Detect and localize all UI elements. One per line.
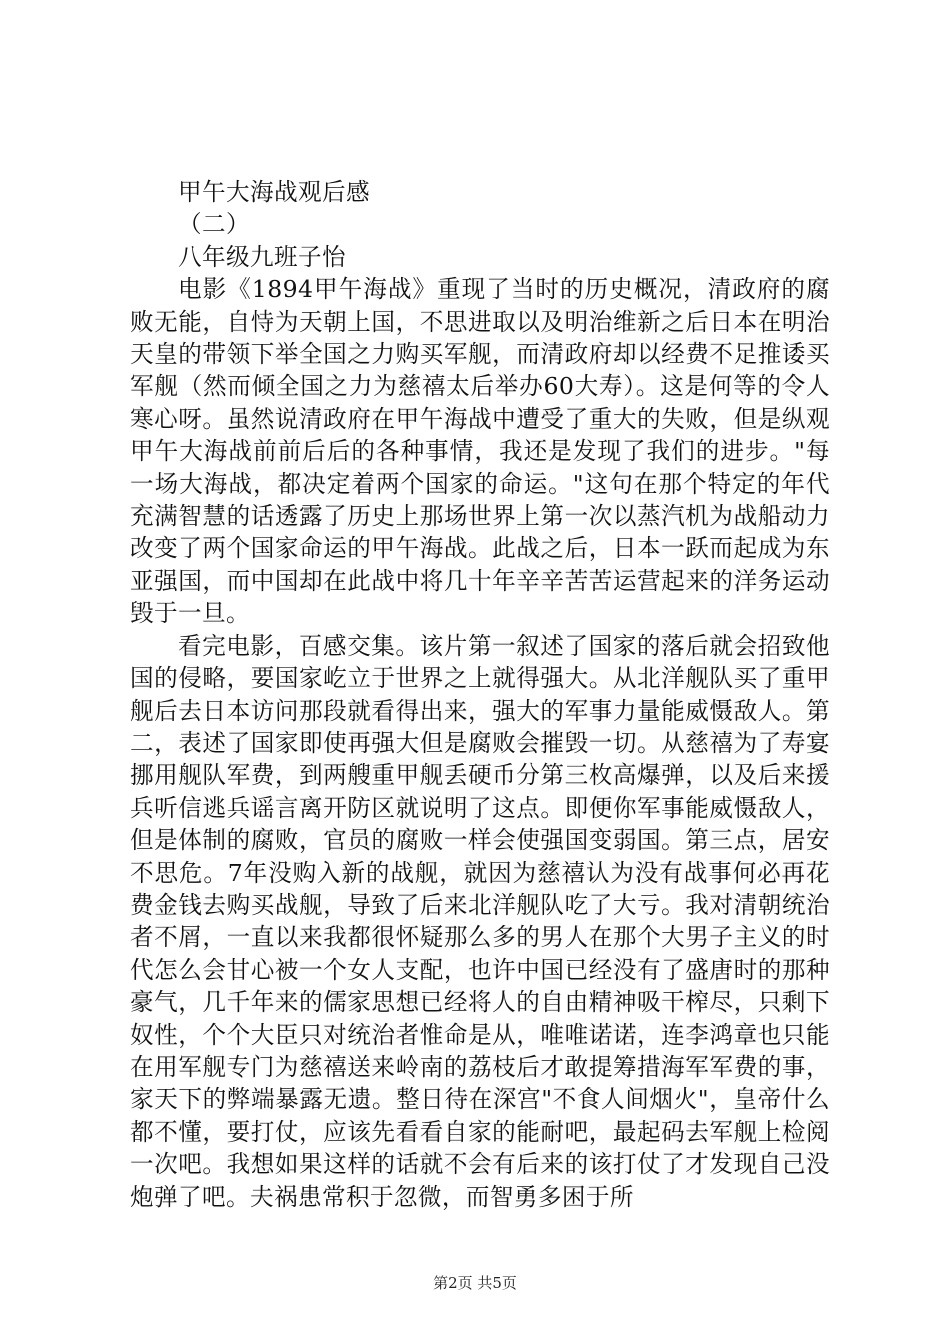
page-number-footer: 第2页 共5页 [433,1274,517,1292]
document-subtitle: （二） [178,210,250,239]
paragraph: 看完电影，百感交集。该片第一叙述了国家的落后就会招致他国的侵略，要国家屹立于世界之上就得强大。从北洋舰队买了重甲舰后去日本访问那段就看得出来，强大的军事力量能威慑敌人。第二，表述了国家即使再强大但是腐败会摧毁一切。从慈禧为了寿宴挪用舰队军费，到两艘重甲舰丢硬币分第三枚高爆弹，以及后来援兵听信逃兵谣言离开防区就说明了这点。即便你军事能威慑敌人，但是体制的腐败，官员的腐败一样会使强国变弱国。第三点，居安不思危。7年没购入新的战舰，就因为慈禧认为没有战事何必再花费金钱去购买战舰，导致了后来北洋舰队吃了大亏。我对清朝统治者不屑，一直以来我都很怀疑那么多的男人在那个大男子主义的时代怎么会甘心被一个女人支配，也许中国已经没有了盛唐时的那种豪气，几千年来的儒家思想已经将人的自由精神吸干榨尽，只剩下奴性，个个大臣只对统治者惟命是从，唯唯诺诺，连李鸿章也只能在用军舰专门为慈禧送来岭南的荔枝后才敢提筹措海军军费的事，家天下的弊端暴露无遗。整日待在深宫"不食人间烟火"，皇帝什么都不懂，要打仗，应该先看看自家的能耐吧，最起码去军舰上检阅一次吧。我想如果这样的话就不会有后来的该打仗了才发现自己没炮弹了吧。夫祸患常积于忽微，而智勇多困于所 [130,631,830,1211]
document-body [130,176,830,1213]
document-author: 八年级九班子怡 [178,242,346,271]
paragraph: 电影《1894甲午海战》重现了当时的历史概况，清政府的腐败无能，自恃为天朝上国，不思进取以及明治维新之后日本在明治天皇的带领下举全国之力购买军舰，而清政府却以经费不足推诿买军舰（然而倾全国之力为慈禧太后举办60大寿）。这是何等的令人寒心呀。虽然说清政府在甲午海战中遭受了重大的失败，但是纵观甲午大海战前前后后的各种事情，我还是发现了我们的进步。"每一场大海战，都决定着两个国家的命运。"这句在那个特定的年代充满智慧的话透露了历史上那场世界上第一次以蒸汽机为战船动力改变了两个国家命运的甲午海战。此战之后，日本一跃而起成为东亚强国，而中国却在此战中将几十年辛辛苦苦运营起来的洋务运动毁于一旦。 [130,275,830,628]
document-title: 甲午大海战观后感 [178,178,370,206]
